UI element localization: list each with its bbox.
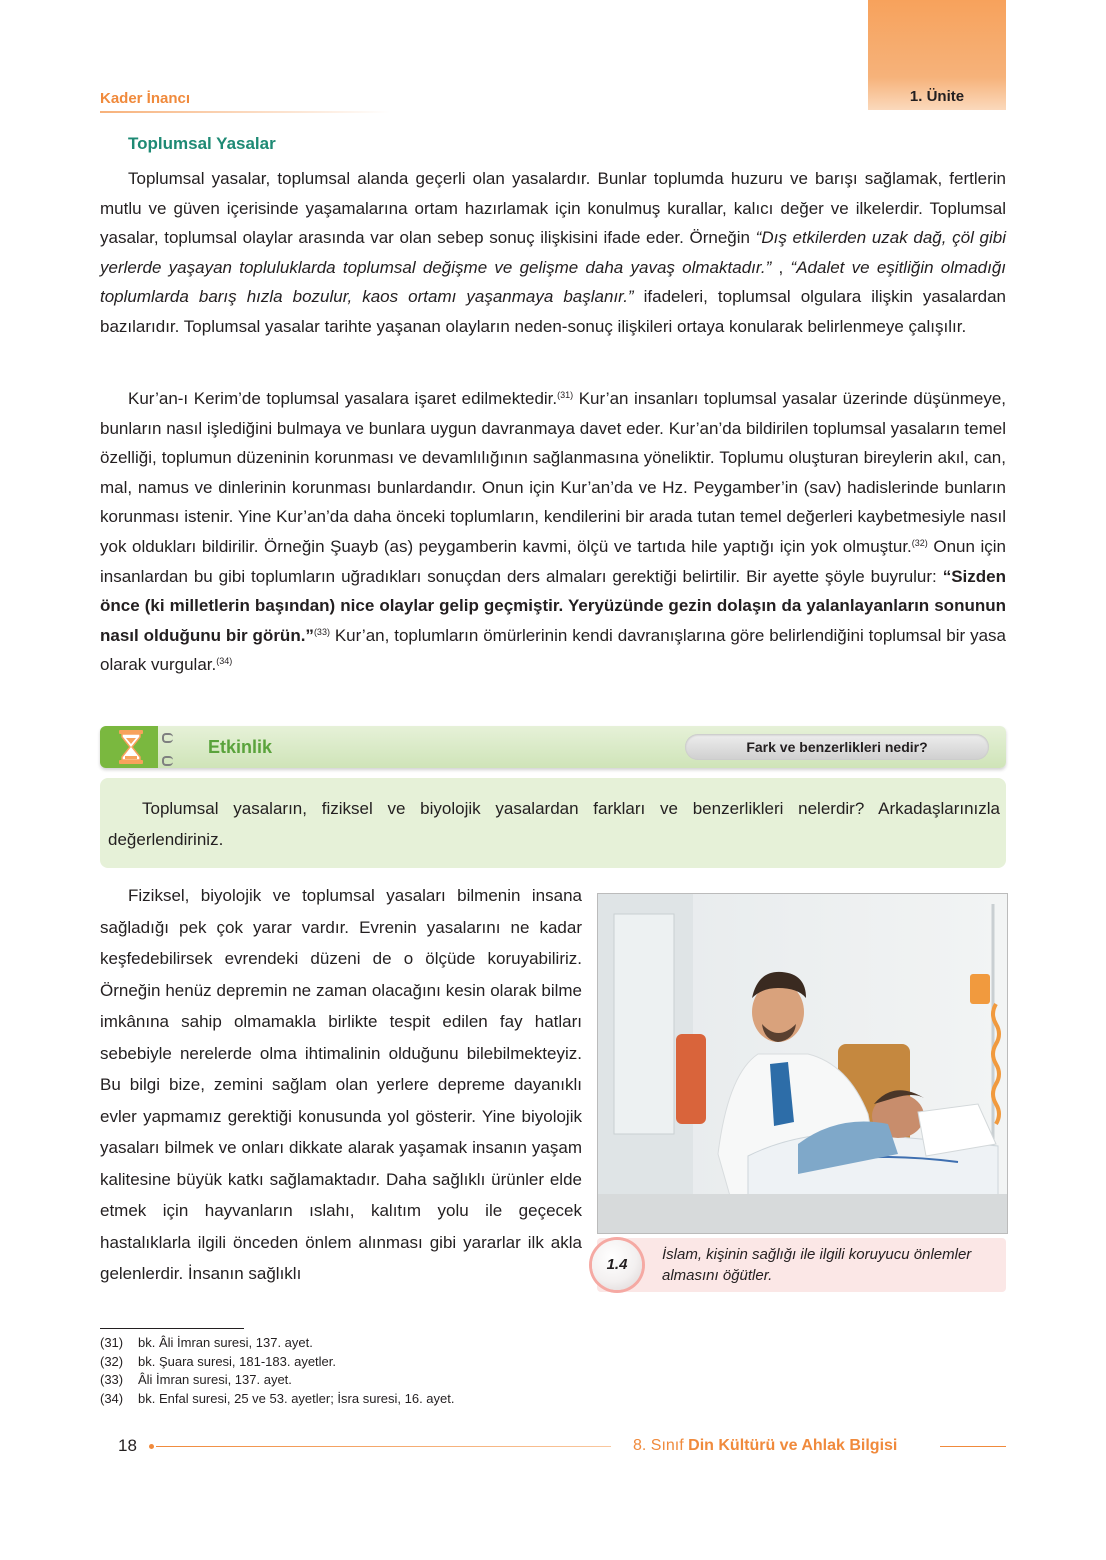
activity-title: Etkinlik — [208, 737, 273, 757]
footer-line-left — [156, 1446, 611, 1447]
footnote-ref-34: (34) — [216, 656, 233, 667]
footnotes — [100, 1334, 455, 1408]
footnote-item: (31) bk. Âli İmran suresi, 137. ayet. — [100, 1335, 313, 1350]
example-quote-2: “Adalet ve eşitliğin olmadığı toplumlarda barış hızla bozulur, kaos ortamı yaşanmaya başlanır.” — [100, 257, 1006, 307]
figure-caption: İslam, kişinin sağlığı ile ilgili koruyucu önlemler almasını öğütler. — [662, 1246, 972, 1284]
figure-number-badge: 1.4 — [592, 1240, 642, 1290]
section-heading: Toplumsal Yasalar — [128, 134, 276, 153]
footnote-item: (32) bk. Şuara suresi, 181-183. ayetler. — [100, 1353, 337, 1369]
paragraph-quran-social-laws: Kur’an-ı Kerim’de toplumsal yasalara işaret edilmektedir.$^{(31)}$ Kur’an insanları toplumsal yasalar üzerinde düşünmeye, bunların nasıl işlediğini bulmaya ve bunlara uygun davranmaya davet eder. Kur’an’da bildirilen toplumsal yasaların temel özelliği, toplumun düzeninin korunması ve devamlılığının sağlanmasına yöneliktir. Toplumu oluşturan bireylerin akıl, can, mal, namus ve dinlerinin korunması bunlardandır. Onun için Kur’an’da ve Hz. Peygamber’in (sav) hadislerinde bunların korunması istenir. Yine Kur’an’da daha önceki toplumların, kendilerini bir arada tutan temel değerleri kaybetmesiyle nasıl yok oldukları bildirilir. Örneğin Şuayb (as) peygamberin kavmi, ölçü ve tartıda hile yaptığı için yok olmuştur.$^{(32)}$ Onun için insanlardan bu gibi toplumların uğradıkları sonuçdan ders almaları gerektiği belirtilir. Bir ayette şöyle buyrulur: “Sizden önce (ki milletlerin başından) nice olaylar gelip geçmiştir. Yeryüzünde gezin dolaşın da yalanlayanların sonunun nasıl olduğunu bir görün.”$^{(33)}$ Kur’an, toplumların ömürlerinin kendi davranışlarına göre belirlendiğini toplumsal bir yasa olarak vurgular.$^{(34)}$ — [100, 389, 1006, 675]
book-title: 8. Sınıf Din Kültürü ve Ahlak Bilgisi — [633, 1437, 898, 1454]
footnote-ref-32: (32) — [911, 537, 928, 548]
section-label: Kader İnancı — [100, 90, 191, 107]
hospital-room-illustration — [598, 894, 1007, 1233]
activity-tag: Fark ve benzerlikleri nedir? — [685, 734, 989, 760]
header-divider — [100, 111, 390, 113]
example-quote-1: “Dış etkilerden uzak dağ, çöl gibi yerlerde yaşayan topluluklarda toplumsal değişme ve gelişme daha yavaş olmaktadır.” — [100, 228, 1006, 277]
footnote-ref-31: (31) — [557, 390, 574, 400]
doctor-patient-photo — [597, 893, 1008, 1234]
page-number: 18 — [118, 1436, 137, 1455]
binder-rings-icon — [160, 730, 174, 766]
footnote-ref-33: (33) — [313, 626, 330, 637]
footnote-divider — [100, 1328, 244, 1329]
footnote-item: (34) bk. Enfal suresi, 25 ve 53. ayetler; İsra suresi, 16. ayet. — [100, 1390, 455, 1406]
paragraph-social-laws: Toplumsal yasalar, toplumsal alanda geçerli olan yasalardır. Bunlar toplumda huzuru ve barışı sağlamak, fertlerin mutlu ve güven içerisinde yaşamalarına ortam hazırlamak için konulmuş kurallar, kalıcı değer ve ilkelerdir. Toplumsal yasalar, toplumsal olaylar arasında var olan sebep sonuç ilişkisini ifade eder. Örneğin “Dış etkilerden uzak dağ, çöl gibi yerlerde yaşayan topluluklarda toplumsal değişme ve gelişme daha yavaş olmaktadır.” , “Adalet ve eşitliğin olmadığı toplumlarda barış hızla bozulur, kaos ortamı yaşanmaya başlanır.” ifadeleri, toplumsal olgulara ilişkin yasalardan bazılarıdır. Toplumsal yasalar tarihte yaşanan olayların neden-sonuç ilişkileri ortaya konularak belirlenmeye çalışılır. — [100, 169, 1007, 336]
footnote-item: (33) Âli İmran suresi, 137. ayet. — [100, 1372, 292, 1387]
footer-line-right — [940, 1446, 1006, 1447]
unit-label: 1. Ünite — [909, 88, 965, 105]
ayah-quote: “Sizden önce (ki milletlerin başından) nice olaylar gelip geçmiştir. Yeryüzünde gezin dolaşın da yalanlayanların sonunun nasıl olduğunu bir görün.” — [100, 566, 1006, 645]
footer-dot — [149, 1444, 154, 1449]
paragraph-benefits-of-laws: Fiziksel, biyolojik ve toplumsal yasaları bilmenin insana sağladığı pek çok yarar vardır. Evrenin yasalarını ne kadar keşfedebilirsek evrendeki düzeni de o ölçüde koruyabiliriz. Örneğin henüz depremin ne zaman olacağını kesin olarak bilme imkânına sahip olmamakla birlikte tespit edilen fay hatları sebebiyle nerelerde olma ihtimalinin olduğunu bilebilmekteyiz. Bu bilgi bize, zemini sağlam olan yerlere depreme dayanıklı evler yapmamız gerektiği konusunda yol gösterir. Yine biyolojik yasaları bilmek ve onları dikkate alarak yaşamak insanın yaşam kalitesine büyük katkı sağlamaktadır. Daha sağlıklı ürünler elde etmek için hayvanların ıslahı, kalıtım yolu ile geçecek hastalıklarla ilgili önceden önlem alınması gibi yararlar ilk akla gelenlerdir. İnsanın sağlıklı — [100, 886, 582, 1283]
hourglass-icon — [116, 729, 146, 765]
activity-text: Toplumsal yasaların, fiziksel ve biyolojik yasalardan farkları ve benzerlikleri nelerdir? Arkadaşlarınızla değerlendiriniz. — [108, 799, 1000, 849]
